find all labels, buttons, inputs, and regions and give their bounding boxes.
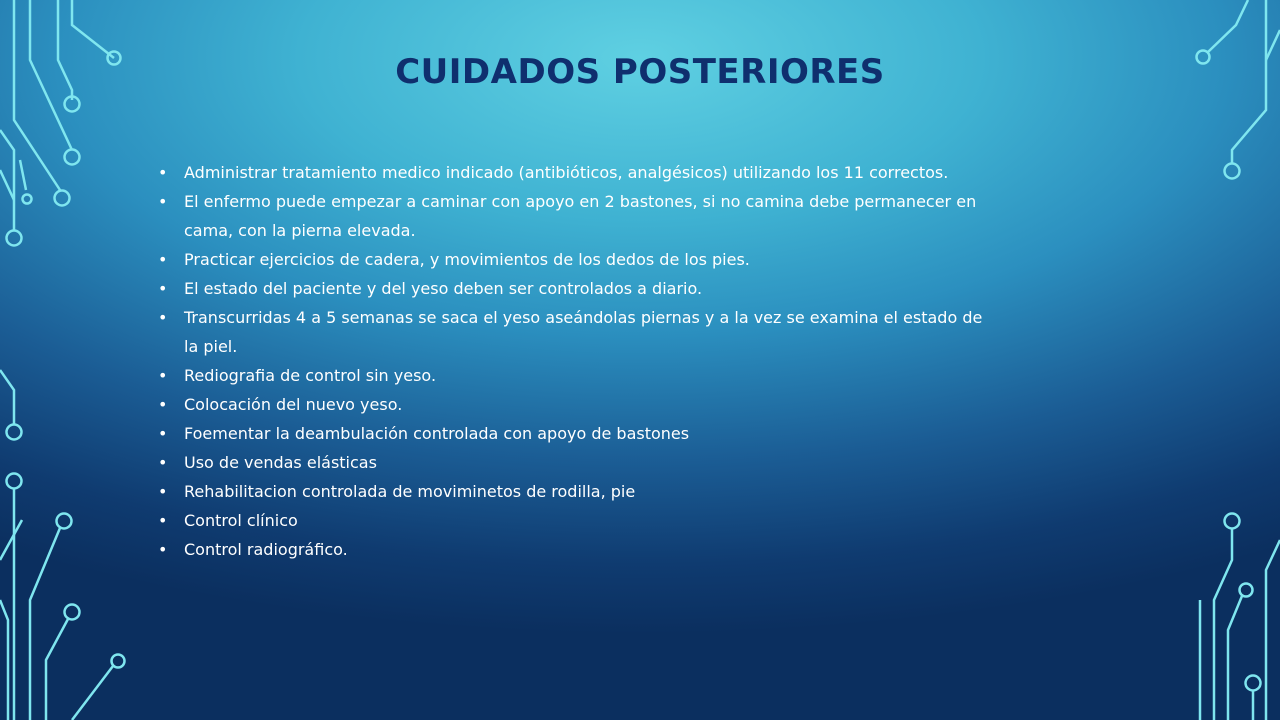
- list-item-text: Practicar ejercicios de cadera, y movimientos de los dedos de los pies.: [184, 250, 750, 269]
- list-item: [158, 303, 998, 361]
- list-item-text: Transcurridas 4 a 5 semanas se saca el yeso aseándolas piernas y a la vez se examina el estado de la piel.: [184, 308, 983, 356]
- circuit-lines-bottom-right: [1200, 514, 1280, 720]
- list-item: [158, 477, 998, 506]
- list-item-text: Rediografia de control sin yeso.: [184, 366, 437, 385]
- list-item-text: Colocación del nuevo yeso.: [184, 395, 403, 414]
- slide-title: CUIDADOS POSTERIORES: [395, 52, 885, 92]
- bullet-dot-icon: •: [158, 395, 168, 414]
- list-item: [158, 506, 998, 535]
- list-item-text: Control radiográfico.: [184, 540, 348, 559]
- bullet-dot-icon: •: [158, 540, 168, 559]
- bullet-dot-icon: •: [158, 308, 168, 327]
- list-item: [158, 535, 998, 564]
- list-item: [158, 390, 998, 419]
- list-item: [158, 448, 998, 477]
- bullet-dot-icon: •: [158, 250, 168, 269]
- list-item: [158, 158, 998, 187]
- bullet-dot-icon: •: [158, 511, 168, 530]
- bullet-dot-icon: •: [158, 453, 168, 472]
- list-item: [158, 274, 998, 303]
- bullet-dot-icon: •: [158, 366, 168, 385]
- bullet-dot-icon: •: [158, 279, 168, 298]
- list-item: [158, 245, 998, 274]
- list-item-text: Administrar tratamiento medico indicado (antibióticos, analgésicos) utilizando los 11 correctos.: [184, 163, 949, 182]
- list-item-text: Uso de vendas elásticas: [184, 453, 377, 472]
- circuit-lines-bottom-left: [0, 370, 125, 720]
- list-item-text: Foementar la deambulación controlada con apoyo de bastones: [184, 424, 690, 443]
- bullet-dot-icon: •: [158, 482, 168, 501]
- list-item-text: Rehabilitacion controlada de moviminetos de rodilla, pie: [184, 482, 636, 501]
- list-item: [158, 361, 998, 390]
- list-item: [158, 187, 998, 245]
- bullet-dot-icon: •: [158, 424, 168, 443]
- circuit-lines-top-left: [0, 0, 121, 246]
- bullet-list: [158, 158, 998, 564]
- list-item-text: El estado del paciente y del yeso deben ser controlados a diario.: [184, 279, 703, 298]
- list-item-text: Control clínico: [184, 511, 298, 530]
- list-item-text: El enfermo puede empezar a caminar con apoyo en 2 bastones, si no camina debe permanecer en cama, con la pierna elevada.: [184, 192, 977, 240]
- bullet-dot-icon: •: [158, 192, 168, 211]
- bullet-dot-icon: •: [158, 163, 168, 182]
- list-item: [158, 419, 998, 448]
